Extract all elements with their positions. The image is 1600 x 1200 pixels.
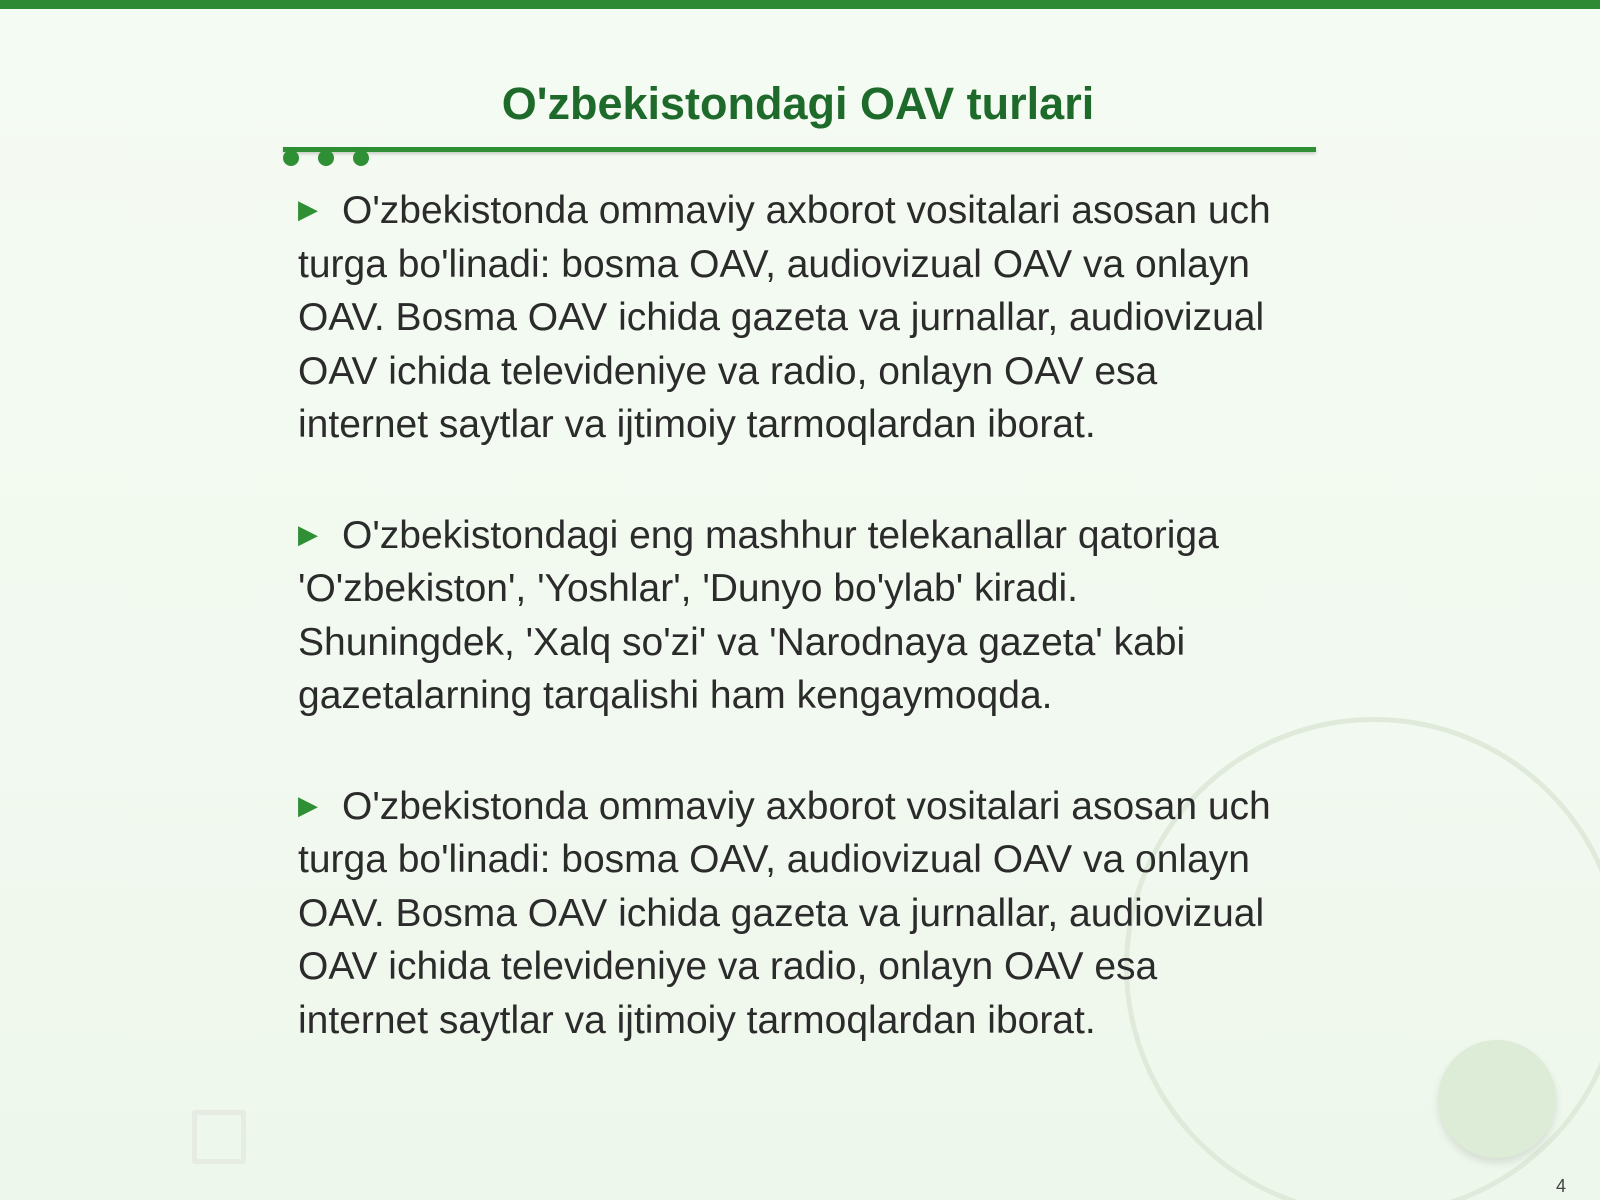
bullet-item — [298, 508, 1298, 723]
bullet-arrow-icon: ▶ — [298, 194, 318, 224]
bullet-item — [298, 779, 1298, 1048]
decorative-square — [192, 1110, 246, 1164]
slide-title: O'zbekistondagi OAV turlari — [501, 78, 1095, 129]
bullet-arrow-icon: ▶ — [298, 518, 318, 549]
bullet-text: O'zbekistondagi eng mashhur telekanallar qatoriga 'O'zbekiston', 'Yoshlar', 'Dunyo bo'ylab' kiradi. Shuningdek, 'Xalq so'zi' va 'Narodnaya gazeta' kabi gazetalarning tarqalishi ham kengaymoqda. — [298, 513, 1219, 717]
underline-dots — [283, 150, 369, 166]
bullet-item — [298, 183, 1298, 452]
underline-dot — [283, 150, 299, 166]
page-number: 4 — [1556, 1176, 1567, 1196]
underline-dot — [353, 150, 369, 166]
bullet-list — [298, 183, 1298, 1047]
underline-dot — [318, 150, 334, 166]
bullet-text: O'zbekistonda ommaviy axborot vositalari asosan uch turga bo'linadi: bosma OAV, audiovizual OAV va onlayn OAV. Bosma OAV ichida gazeta va jurnallar, audiovizual OAV ichida televideniye va radio, onlayn OAV esa internet saytlar va ijtimoiy tarmoqlardan iborat. — [298, 784, 1271, 1042]
bullet-arrow-icon: ▶ — [298, 789, 318, 820]
title-underline — [283, 147, 1316, 152]
top-accent-bar — [0, 0, 1600, 9]
decorative-disc — [1438, 1040, 1556, 1158]
bullet-text: O'zbekistonda ommaviy axborot vositalari asosan uch turga bo'linadi: bosma OAV, audiovizual OAV va onlayn OAV. Bosma OAV ichida gazeta va jurnallar, audiovizual OAV ichida televideniye va radio, onlayn OAV esa internet saytlar va ijtimoiy tarmoqlardan iborat. — [298, 189, 1271, 446]
